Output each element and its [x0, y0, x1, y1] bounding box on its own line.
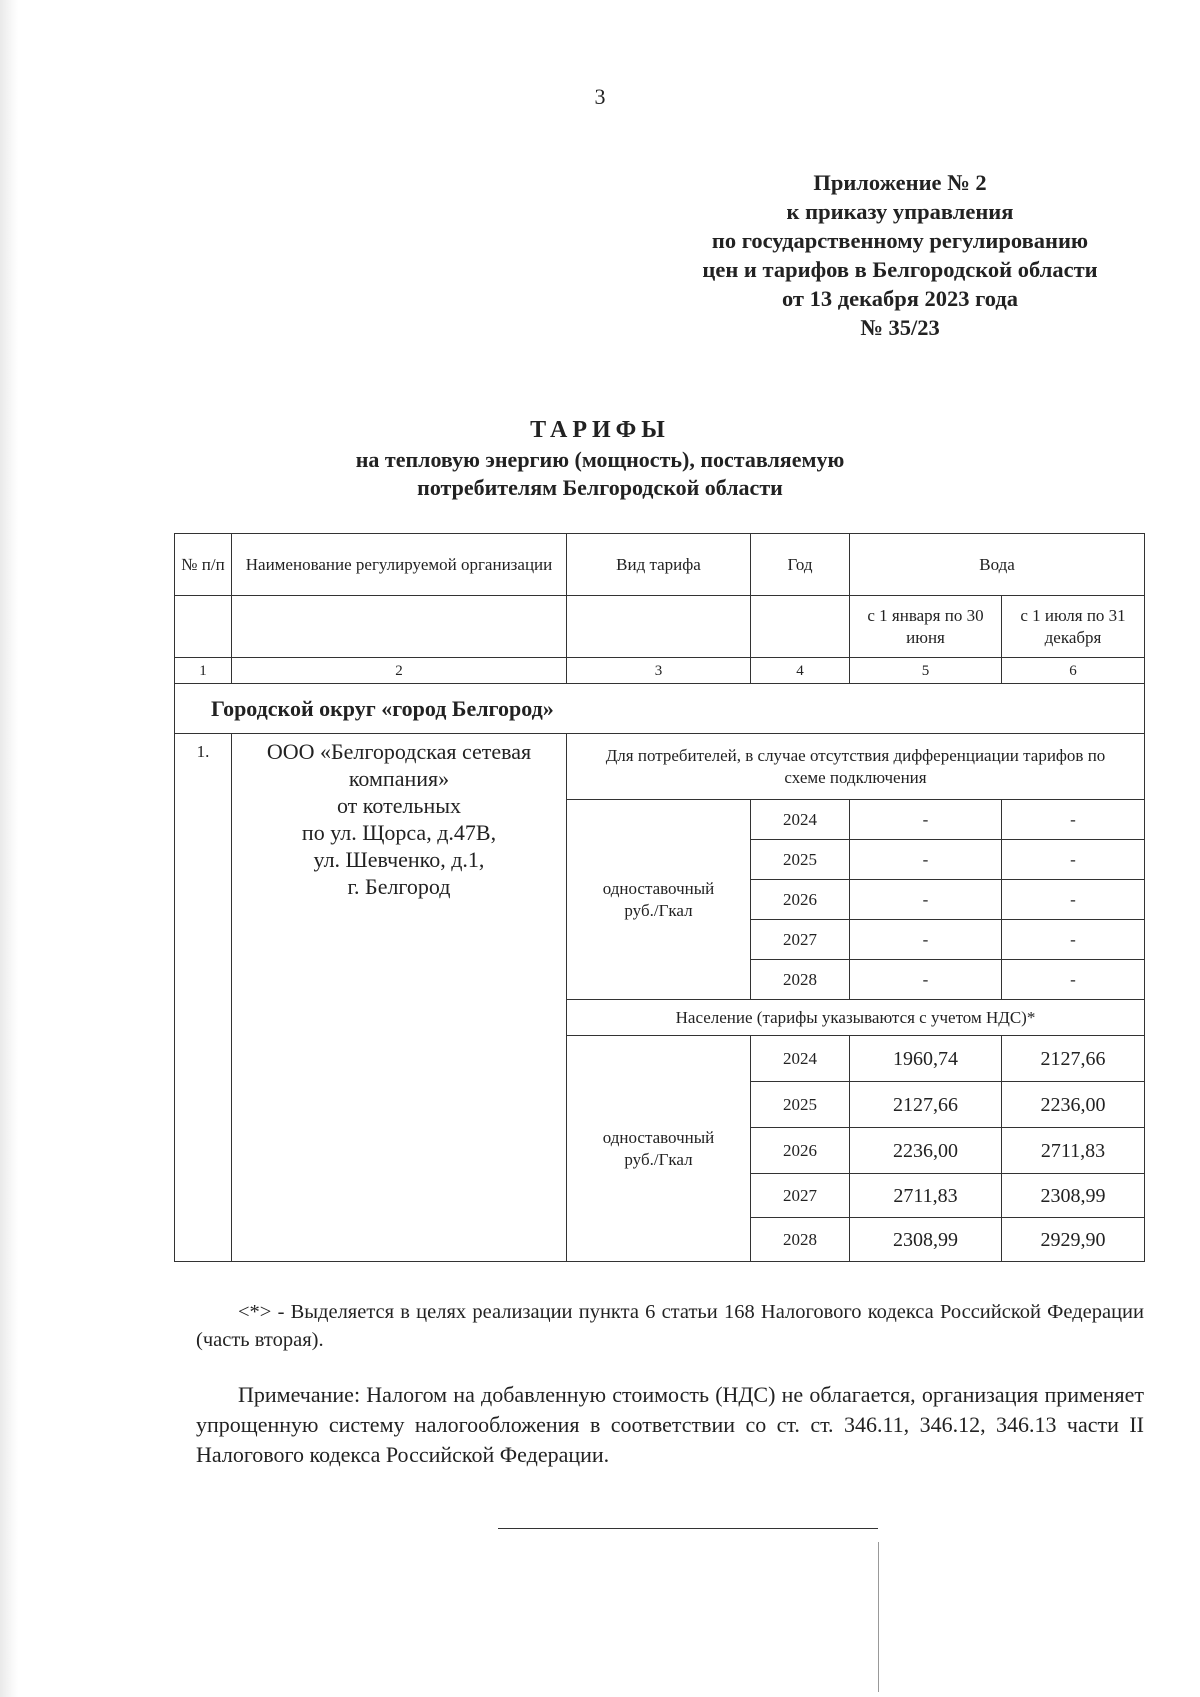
empty-cell [751, 596, 850, 658]
year-cell: 2027 [751, 920, 850, 960]
header-type: Вид тарифа [567, 534, 751, 596]
tariff-unit-label: руб./Гкал [624, 900, 693, 920]
year-cell: 2028 [751, 1218, 850, 1262]
empty-cell [232, 596, 567, 658]
column-number: 4 [751, 658, 850, 684]
appendix-line: по государственному регулированию [711, 228, 1089, 253]
value-cell: 2308,99 [1002, 1174, 1145, 1218]
column-numbers-row [175, 658, 1145, 684]
title-main: ТАРИФЫ [530, 417, 670, 443]
header-org: Наименование регулируемой организации [232, 534, 567, 596]
tariff-type-label: одноставочный [602, 1127, 715, 1147]
value-cell: - [850, 800, 1002, 840]
organization-line: от котельных [336, 793, 462, 818]
year-cell: 2027 [751, 1174, 850, 1218]
tariff-type-label: одноставочный [602, 878, 715, 898]
scan-edge-shadow [0, 0, 18, 1697]
value-cell: - [1002, 960, 1145, 1000]
organization-line: ООО «Белгородская сетевая [266, 739, 532, 764]
value-cell: 2236,00 [1002, 1082, 1145, 1128]
appendix-line: цен и тарифов в Белгородской области [702, 257, 1098, 282]
region-row [175, 684, 1145, 734]
title-sub-1: на тепловую энергию (мощность), поставляемую [355, 447, 845, 472]
scan-artifact-line [878, 1542, 879, 1692]
organization-line: по ул. Щорса, д.47В, [301, 820, 497, 845]
table-header-row [175, 534, 1145, 596]
organization-cell [232, 734, 567, 1262]
tariff-type-cell [567, 800, 751, 1000]
column-number: 2 [232, 658, 567, 684]
table-subheader-row [175, 596, 1145, 658]
tariff-table [174, 533, 1145, 1262]
appendix-header [660, 168, 1140, 342]
appendix-line: Приложение № 2 [813, 170, 987, 195]
header-period-1: с 1 января по 30 июня [850, 596, 1002, 658]
column-number: 5 [850, 658, 1002, 684]
footnote: <*> - Выделяется в целях реализации пункта 6 статьи 168 Налогового кодекса Российской Федерации (часть вторая). [196, 1301, 1144, 1351]
year-cell: 2026 [751, 880, 850, 920]
value-cell: - [850, 960, 1002, 1000]
end-divider [498, 1528, 878, 1529]
header-year: Год [751, 534, 850, 596]
value-cell: - [850, 840, 1002, 880]
empty-cell [175, 596, 232, 658]
appendix-line: № 35/23 [860, 315, 940, 340]
value-cell: 2711,83 [1002, 1128, 1145, 1174]
empty-cell [567, 596, 751, 658]
value-cell: 2236,00 [850, 1128, 1002, 1174]
year-cell: 2026 [751, 1128, 850, 1174]
row-number: 1. [175, 734, 232, 1262]
appendix-line: от 13 декабря 2023 года [781, 286, 1019, 311]
note-paragraph: Примечание: Налогом на добавленную стоимость (НДС) не облагается, организация применяет упрощенную систему налогообложения в соответствии со ст. ст. 346.11, 346.12, 346.13 части II Налогового кодекса Российской Федерации. [196, 1382, 1144, 1467]
title-sub-2: потребителям Белгородской области [417, 475, 783, 500]
year-cell: 2024 [751, 800, 850, 840]
appendix-line: к приказу управления [786, 199, 1014, 224]
organization-line: г. Белгород [347, 874, 451, 899]
year-cell: 2025 [751, 840, 850, 880]
region-name: Городской округ «город Белгород» [175, 684, 1145, 734]
year-cell: 2028 [751, 960, 850, 1000]
header-period-2: с 1 июля по 31 декабря [1002, 596, 1145, 658]
year-cell: 2025 [751, 1082, 850, 1128]
column-number: 6 [1002, 658, 1145, 684]
column-number: 1 [175, 658, 232, 684]
value-cell: 2308,99 [850, 1218, 1002, 1262]
value-cell: - [1002, 800, 1145, 840]
document-title [0, 414, 1200, 502]
value-cell: - [850, 880, 1002, 920]
value-cell: - [1002, 840, 1145, 880]
year-cell: 2024 [751, 1036, 850, 1082]
value-cell: 2929,90 [1002, 1218, 1145, 1262]
value-cell: 2127,66 [1002, 1036, 1145, 1082]
page-number: 3 [594, 84, 606, 109]
value-cell: - [850, 920, 1002, 960]
header-water: Вода [850, 534, 1145, 596]
header-num: № п/п [175, 534, 232, 596]
section-population: Население (тарифы указываются с учетом НДС)* [567, 1000, 1145, 1036]
tariff-unit-label: руб./Гкал [624, 1149, 693, 1169]
value-cell: 1960,74 [850, 1036, 1002, 1082]
value-cell: - [1002, 920, 1145, 960]
organization-line: ул. Шевченко, д.1, [313, 847, 485, 872]
column-number: 3 [567, 658, 751, 684]
value-cell: 2127,66 [850, 1082, 1002, 1128]
section-consumers: Для потребителей, в случае отсутствия дифференциации тарифов по схеме подключения [567, 734, 1145, 800]
value-cell: 2711,83 [850, 1174, 1002, 1218]
table-row [175, 734, 1145, 800]
value-cell: - [1002, 880, 1145, 920]
tariff-type-cell [567, 1036, 751, 1262]
organization-line: компания» [348, 766, 450, 791]
